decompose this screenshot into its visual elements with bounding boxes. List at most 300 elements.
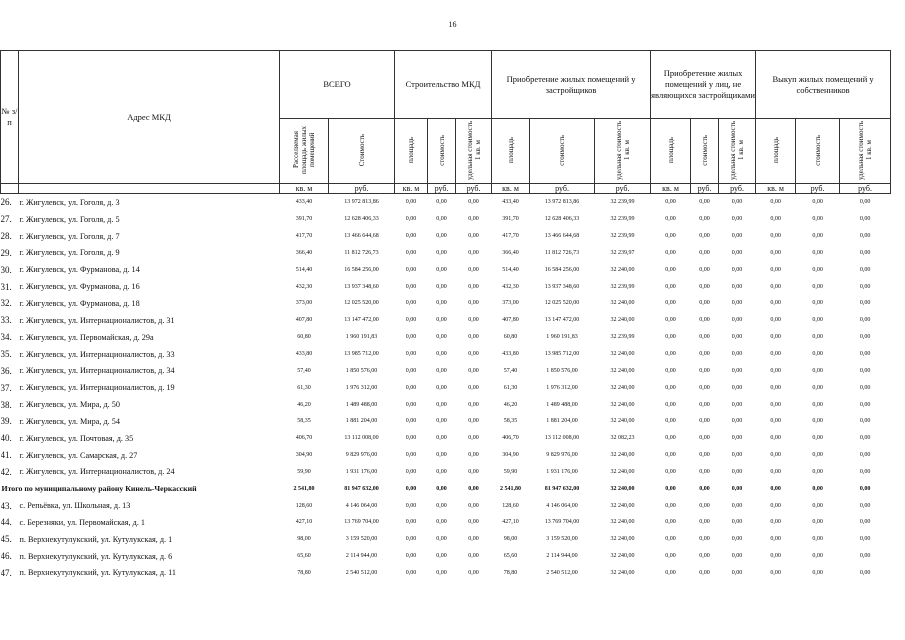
cell-value: 0,00 — [731, 485, 743, 492]
row-address: г. Жигулевск, ул. Фурманова, д. 18 — [19, 298, 140, 308]
table-row — [1, 329, 891, 346]
table-row — [1, 565, 891, 582]
cell-value: 0,00 — [436, 536, 447, 543]
cell-value: 98,00 — [297, 536, 311, 543]
cell-value: 32 240,00 — [610, 401, 635, 408]
cell-value: 13 937 348,60 — [344, 283, 379, 290]
group-developers-header: Приобретение жилых помещений у застройщиков — [492, 51, 651, 119]
cell-value: 46,20 — [297, 401, 311, 408]
cell-value: 32 240,00 — [610, 569, 635, 576]
cell-value: 0,00 — [731, 384, 743, 391]
cell-value: 0,00 — [770, 266, 781, 273]
cell-value: 0,00 — [731, 199, 743, 206]
cell-value: 0,00 — [468, 216, 479, 223]
subheader-cost: Стоимость — [329, 119, 395, 184]
cell-value: 0,00 — [436, 199, 447, 206]
cell-value: 32 239,99 — [610, 216, 635, 223]
cell-value: 0,00 — [812, 401, 823, 408]
cell-value: 1 976 312,00 — [546, 384, 578, 391]
cell-value: 0,00 — [699, 485, 710, 492]
unit-rub: руб. — [530, 184, 595, 194]
cell-value: 0,00 — [405, 468, 417, 475]
cell-value: 32 240,00 — [610, 485, 635, 492]
cell-value: 366,40 — [502, 249, 519, 256]
cell-value: 0,00 — [731, 283, 743, 290]
cell-value: 0,00 — [436, 216, 447, 223]
subheader-unit-cost: удельная стоимость 1 кв. м — [719, 119, 756, 184]
cell-value: 0,00 — [436, 502, 447, 509]
cell-value: 0,00 — [468, 485, 479, 492]
unit-sqm: кв. м — [651, 184, 691, 194]
cell-value: 16 584 256,00 — [344, 266, 379, 273]
row-number: 40. — [0, 433, 12, 444]
cell-value: 0,00 — [859, 401, 871, 408]
cell-value: 13 112 008,00 — [344, 435, 379, 442]
cell-value: 1 489 488,00 — [345, 401, 378, 408]
cell-value: 0,00 — [405, 249, 417, 256]
cell-value: 81 947 632,00 — [544, 485, 580, 492]
cell-value: 0,00 — [436, 569, 447, 576]
cell-value: 12 025 520,00 — [544, 300, 580, 307]
total-label: Итого по муниципальному району Кинель-Черкасский — [1, 484, 197, 494]
cell-value: 0,00 — [770, 553, 781, 560]
cell-value: 1 960 191,83 — [345, 334, 378, 341]
cell-value: 0,00 — [665, 283, 676, 290]
table-row — [1, 413, 891, 430]
cell-value: 0,00 — [665, 199, 676, 206]
cell-value: 32 240,00 — [610, 266, 635, 273]
row-address: г. Жигулевск, ул. Первомайская, д. 29а — [19, 332, 154, 342]
cell-value: 1 881 204,00 — [345, 418, 378, 425]
cell-value: 406,70 — [502, 435, 519, 442]
cell-value: 0,00 — [436, 334, 447, 341]
cell-value: 0,00 — [699, 334, 710, 341]
cell-value: 0,00 — [468, 502, 479, 509]
cell-value: 0,00 — [468, 351, 479, 358]
cell-value: 0,00 — [859, 468, 871, 475]
cell-value: 0,00 — [731, 435, 743, 442]
cell-value: 0,00 — [468, 553, 479, 560]
row-address: п. Верхнекутулукский, ул. Кутулукская, д. 1 — [19, 534, 173, 544]
cell-value: 0,00 — [770, 401, 781, 408]
cell-value: 32 240,00 — [610, 418, 635, 425]
row-number: 43. — [0, 500, 12, 511]
cell-value: 32 240,00 — [610, 384, 635, 391]
cell-value: 65,60 — [503, 553, 518, 560]
row-address: г. Жигулевск, ул. Гоголя, д. 9 — [19, 248, 120, 258]
cell-value: 0,00 — [731, 569, 743, 576]
row-address: с. Репьёвка, ул. Школьная, д. 13 — [19, 501, 131, 511]
cell-value: 0,00 — [770, 367, 781, 374]
cell-value: 433,40 — [295, 199, 313, 206]
cell-value: 427,10 — [295, 519, 313, 526]
cell-value: 0,00 — [436, 401, 447, 408]
cell-value: 0,00 — [665, 266, 676, 273]
cell-value: 427,10 — [502, 519, 519, 526]
cell-value: 0,00 — [405, 502, 417, 509]
cell-value: 0,00 — [699, 199, 710, 206]
cell-value: 0,00 — [731, 300, 743, 307]
cell-value: 0,00 — [859, 283, 871, 290]
group-total-header: ВСЕГО — [280, 51, 395, 119]
cell-value: 304,90 — [295, 452, 313, 459]
cell-value: 32 082,23 — [610, 435, 635, 442]
cell-value: 0,00 — [468, 300, 479, 307]
cell-value: 13 985 712,00 — [344, 351, 379, 358]
unit-sqm: кв. м — [395, 184, 428, 194]
row-number: 33. — [0, 315, 12, 326]
cell-value: 0,00 — [468, 367, 479, 374]
cell-value: 0,00 — [665, 569, 676, 576]
cell-value: 0,00 — [770, 317, 781, 324]
cell-value: 0,00 — [812, 300, 823, 307]
cell-value: 11 812 726,73 — [344, 249, 379, 256]
cell-value: 0,00 — [405, 300, 417, 307]
cell-value: 0,00 — [468, 468, 479, 475]
row-address: с. Березняки, ул. Первомайская, д. 1 — [19, 517, 146, 527]
cell-value: 0,00 — [859, 452, 871, 459]
group-construction-header: Строительство МКД — [395, 51, 492, 119]
cell-value: 1 850 576,00 — [546, 367, 578, 374]
table-row — [1, 430, 891, 447]
cell-value: 3 159 520,00 — [345, 536, 378, 543]
cell-value: 0,00 — [468, 536, 479, 543]
housing-table — [0, 50, 891, 581]
cell-value: 0,00 — [770, 249, 781, 256]
cell-value: 0,00 — [812, 435, 823, 442]
cell-value: 0,00 — [699, 351, 710, 358]
table-row — [1, 447, 891, 464]
cell-value: 13 769 704,00 — [544, 519, 580, 526]
cell-value: 1 850 576,00 — [345, 367, 378, 374]
cell-value: 406,70 — [295, 435, 313, 442]
cell-value: 514,40 — [295, 266, 313, 273]
row-number: 26. — [0, 197, 12, 208]
cell-value: 0,00 — [665, 300, 676, 307]
table-row — [1, 548, 891, 565]
table-row — [1, 464, 891, 481]
row-address: г. Жигулевск, ул. Интернационалистов, д. 19 — [19, 383, 175, 393]
row-number: 29. — [0, 247, 12, 258]
cell-value: 0,00 — [468, 249, 479, 256]
cell-value: 13 112 008,00 — [544, 435, 580, 442]
cell-value: 432,30 — [502, 283, 519, 290]
cell-value: 32 240,00 — [610, 300, 635, 307]
cell-value: 0,00 — [699, 317, 710, 324]
subheader-area: площадь — [651, 119, 691, 184]
cell-value: 0,00 — [812, 266, 823, 273]
cell-value: 1 976 312,00 — [345, 384, 378, 391]
unit-blank — [19, 184, 280, 194]
cell-value: 4 146 064,00 — [345, 502, 378, 509]
cell-value: 0,00 — [405, 418, 417, 425]
group-buyout-header: Выкуп жилых помещений у собственников — [756, 51, 891, 119]
cell-value: 128,60 — [295, 502, 313, 509]
cell-value: 0,00 — [812, 367, 823, 374]
cell-value: 0,00 — [699, 502, 710, 509]
cell-value: 0,00 — [699, 367, 710, 374]
cell-value: 0,00 — [770, 519, 781, 526]
cell-value: 13 466 644,68 — [344, 233, 379, 240]
row-number: 32. — [0, 298, 12, 309]
cell-value: 0,00 — [436, 553, 447, 560]
cell-value: 0,00 — [770, 485, 781, 492]
cell-value: 0,00 — [731, 553, 743, 560]
cell-value: 0,00 — [859, 367, 871, 374]
cell-value: 4 146 064,00 — [546, 502, 578, 509]
cell-value: 13 937 348,60 — [544, 283, 580, 290]
cell-value: 0,00 — [468, 519, 479, 526]
cell-value: 59,90 — [503, 468, 518, 475]
group-nondevelopers-header: Приобретение жилых помещений у лиц, не являющихся застройщиками — [651, 51, 756, 119]
subheader-total-area: Расселяемая площадь жилых помещений — [280, 119, 329, 184]
unit-rub: руб. — [428, 184, 456, 194]
cell-value: 373,00 — [295, 300, 313, 307]
cell-value: 0,00 — [699, 468, 710, 475]
cell-value: 433,80 — [502, 351, 519, 358]
cell-value: 0,00 — [468, 199, 479, 206]
cell-value: 3 159 520,00 — [546, 536, 578, 543]
cell-value: 0,00 — [812, 502, 823, 509]
cell-value: 128,60 — [502, 502, 519, 509]
cell-value: 12 628 406,33 — [344, 216, 379, 223]
row-number: 34. — [0, 332, 12, 343]
col-address-header: Адрес МКД — [19, 51, 280, 184]
cell-value: 0,00 — [699, 418, 710, 425]
cell-value: 16 584 256,00 — [544, 266, 580, 273]
cell-value: 58,35 — [297, 418, 311, 425]
cell-value: 0,00 — [405, 485, 417, 492]
cell-value: 0,00 — [812, 468, 823, 475]
row-number: 44. — [0, 517, 12, 528]
cell-value: 0,00 — [731, 266, 743, 273]
cell-value: 0,00 — [699, 401, 710, 408]
cell-value: 0,00 — [436, 233, 447, 240]
cell-value: 366,40 — [295, 249, 313, 256]
row-address: г. Жигулевск, ул. Интернационалистов, д. 24 — [19, 467, 175, 477]
cell-value: 11 812 726,73 — [544, 249, 580, 256]
table-row — [1, 346, 891, 363]
cell-value: 0,00 — [405, 569, 417, 576]
cell-value: 0,00 — [859, 502, 871, 509]
cell-value: 0,00 — [731, 216, 743, 223]
cell-value: 0,00 — [468, 435, 479, 442]
cell-value: 0,00 — [436, 317, 447, 324]
row-number: 47. — [0, 567, 12, 578]
row-address: г. Жигулевск, ул. Фурманова, д. 16 — [19, 282, 140, 292]
cell-value: 0,00 — [812, 216, 823, 223]
row-address: г. Жигулевск, ул. Почтовая, д. 35 — [19, 433, 134, 443]
cell-value: 0,00 — [665, 418, 676, 425]
unit-rub: руб. — [329, 184, 395, 194]
cell-value: 0,00 — [468, 283, 479, 290]
cell-value: 0,00 — [699, 536, 710, 543]
cell-value: 0,00 — [731, 418, 743, 425]
cell-value: 391,70 — [295, 216, 313, 223]
cell-value: 0,00 — [699, 233, 710, 240]
row-address: г. Жигулевск, ул. Интернационалистов, д. 31 — [19, 315, 175, 325]
cell-value: 32 240,00 — [610, 519, 635, 526]
cell-value: 0,00 — [405, 519, 417, 526]
cell-value: 0,00 — [731, 536, 743, 543]
cell-value: 0,00 — [859, 519, 871, 526]
cell-value: 13 985 712,00 — [544, 351, 580, 358]
cell-value: 0,00 — [665, 519, 676, 526]
table-row — [1, 211, 891, 228]
cell-value: 59,90 — [297, 468, 311, 475]
cell-value: 0,00 — [812, 283, 823, 290]
cell-value: 0,00 — [770, 468, 781, 475]
cell-value: 0,00 — [812, 233, 823, 240]
cell-value: 81 947 632,00 — [344, 485, 379, 492]
cell-value: 0,00 — [665, 384, 676, 391]
unit-sqm: кв. м — [756, 184, 796, 194]
cell-value: 0,00 — [770, 569, 781, 576]
cell-value: 58,35 — [503, 418, 518, 425]
cell-value: 0,00 — [812, 384, 823, 391]
cell-value: 57,40 — [297, 367, 311, 374]
cell-value: 13 769 704,00 — [344, 519, 379, 526]
row-address: г. Жигулевск, ул. Гоголя, д. 7 — [19, 231, 120, 241]
cell-value: 13 147 472,00 — [344, 317, 379, 324]
cell-value: 0,00 — [859, 317, 871, 324]
cell-value: 0,00 — [731, 519, 743, 526]
cell-value: 0,00 — [812, 519, 823, 526]
cell-value: 0,00 — [812, 553, 823, 560]
row-number: 38. — [0, 399, 12, 410]
cell-value: 1 931 176,00 — [345, 468, 378, 475]
row-address: г. Жигулевск, ул. Интернационалистов, д. 34 — [19, 366, 175, 376]
cell-value: 0,00 — [859, 233, 871, 240]
cell-value: 0,00 — [436, 283, 447, 290]
row-number: 37. — [0, 382, 12, 393]
cell-value: 0,00 — [731, 468, 743, 475]
cell-value: 46,20 — [503, 401, 518, 408]
row-address: г. Жигулевск, ул. Интернационалистов, д. 33 — [19, 349, 175, 359]
cell-value: 0,00 — [468, 384, 479, 391]
cell-value: 0,00 — [665, 468, 676, 475]
cell-value: 57,40 — [503, 367, 518, 374]
cell-value: 0,00 — [770, 199, 781, 206]
table-body — [1, 194, 891, 582]
cell-value: 2 540 512,00 — [546, 569, 578, 576]
cell-value: 0,00 — [699, 569, 710, 576]
subheader-unit-cost: удельная стоимость 1 кв. м — [595, 119, 651, 184]
table-row — [1, 497, 891, 514]
cell-value: 0,00 — [665, 502, 676, 509]
cell-value: 2 541,80 — [500, 485, 522, 492]
unit-rub: руб. — [456, 184, 492, 194]
table-row — [1, 228, 891, 245]
table-row — [1, 295, 891, 312]
cell-value: 0,00 — [436, 435, 447, 442]
cell-value: 0,00 — [859, 300, 871, 307]
cell-value: 0,00 — [436, 351, 447, 358]
cell-value: 0,00 — [770, 233, 781, 240]
cell-value: 0,00 — [699, 553, 710, 560]
unit-rub: руб. — [691, 184, 719, 194]
cell-value: 0,00 — [665, 367, 676, 374]
cell-value: 0,00 — [770, 536, 781, 543]
cell-value: 0,00 — [405, 266, 417, 273]
cell-value: 0,00 — [812, 418, 823, 425]
cell-value: 417,70 — [502, 233, 519, 240]
table-row — [1, 531, 891, 548]
cell-value: 78,80 — [297, 569, 311, 576]
cell-value: 32 239,97 — [610, 249, 635, 256]
cell-value: 12 628 406,33 — [544, 216, 580, 223]
cell-value: 32 240,00 — [610, 367, 635, 374]
cell-value: 9 829 976,00 — [546, 452, 578, 459]
unit-blank — [1, 184, 19, 194]
cell-value: 32 240,00 — [610, 468, 635, 475]
cell-value: 0,00 — [859, 266, 871, 273]
cell-value: 0,00 — [436, 468, 447, 475]
unit-rub: руб. — [595, 184, 651, 194]
table-row — [1, 278, 891, 295]
cell-value: 0,00 — [665, 435, 676, 442]
cell-value: 0,00 — [665, 351, 676, 358]
cell-value: 0,00 — [699, 435, 710, 442]
cell-value: 0,00 — [731, 452, 743, 459]
cell-value: 61,30 — [503, 384, 518, 391]
cell-value: 0,00 — [468, 317, 479, 324]
cell-value: 0,00 — [812, 536, 823, 543]
table-row — [1, 514, 891, 531]
cell-value: 0,00 — [812, 485, 823, 492]
cell-value: 0,00 — [770, 502, 781, 509]
subheader-cost: стоимость — [428, 119, 456, 184]
subheader-area: площадь — [395, 119, 428, 184]
table-row — [1, 194, 891, 211]
row-number: 30. — [0, 264, 12, 275]
cell-value: 0,00 — [436, 266, 447, 273]
cell-value: 2 114 944,00 — [345, 553, 378, 560]
row-address: г. Жигулевск, ул. Мира, д. 54 — [19, 416, 120, 426]
cell-value: 32 239,99 — [610, 334, 635, 341]
cell-value: 0,00 — [859, 199, 871, 206]
cell-value: 13 972 813,86 — [544, 199, 580, 206]
cell-value: 0,00 — [859, 435, 871, 442]
table-row — [1, 362, 891, 379]
cell-value: 0,00 — [812, 351, 823, 358]
unit-sqm: кв. м — [280, 184, 329, 194]
cell-value: 0,00 — [665, 485, 676, 492]
cell-value: 0,00 — [731, 334, 743, 341]
table-row — [1, 379, 891, 396]
col-num-header: № з/п — [1, 51, 19, 184]
row-number: 35. — [0, 349, 12, 360]
subheader-cost: стоимость — [530, 119, 595, 184]
row-address: п. Верхнекутулукский, ул. Кутулукская, д. 11 — [19, 568, 176, 578]
cell-value: 32 240,00 — [610, 317, 635, 324]
row-address: г. Жигулевск, ул. Фурманова, д. 14 — [19, 265, 140, 275]
cell-value: 0,00 — [731, 401, 743, 408]
cell-value: 0,00 — [859, 485, 871, 492]
cell-value: 0,00 — [812, 199, 823, 206]
cell-value: 0,00 — [665, 334, 676, 341]
cell-value: 0,00 — [770, 300, 781, 307]
cell-value: 0,00 — [405, 384, 417, 391]
unit-rub: руб. — [719, 184, 756, 194]
cell-value: 98,00 — [503, 536, 518, 543]
cell-value: 0,00 — [665, 401, 676, 408]
cell-value: 0,00 — [436, 418, 447, 425]
cell-value: 0,00 — [405, 233, 417, 240]
cell-value: 0,00 — [770, 384, 781, 391]
cell-value: 0,00 — [699, 384, 710, 391]
cell-value: 0,00 — [699, 216, 710, 223]
